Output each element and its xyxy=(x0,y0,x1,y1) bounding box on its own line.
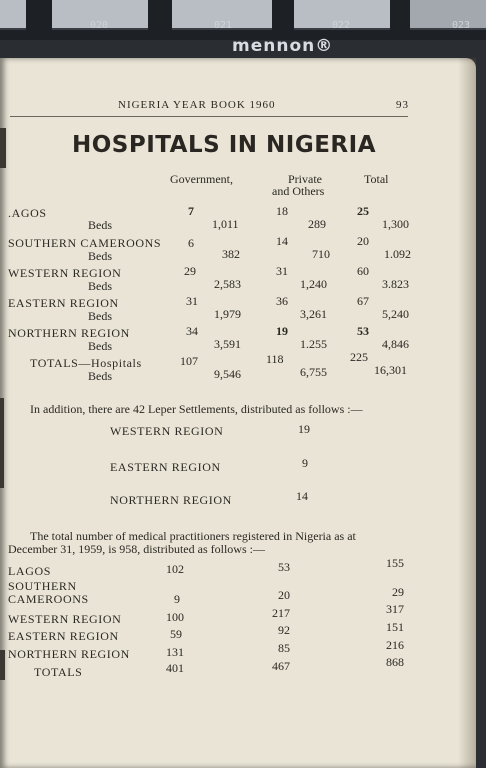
total-hospitals: 53 xyxy=(357,324,369,338)
private-hospitals: 19 xyxy=(276,324,288,338)
total-hospitals: 25 xyxy=(357,204,369,218)
gov-hospitals: 31 xyxy=(186,294,198,308)
film-frame xyxy=(0,0,26,30)
frame-number: 022 xyxy=(332,20,351,31)
practitioners-value-a: 102 xyxy=(166,562,184,576)
frame-number: 023 xyxy=(452,20,471,31)
gov-hospitals: 29 xyxy=(184,264,196,278)
beds-label: Beds xyxy=(88,218,112,232)
practitioners-value-a: 401 xyxy=(166,661,184,675)
region-label: NORTHERN REGION xyxy=(8,647,130,661)
total-beds: 3.823 xyxy=(382,277,409,291)
gov-hospitals: 107 xyxy=(180,354,198,368)
practitioners-value-b: 20 xyxy=(278,588,290,602)
gov-beds: 1,011 xyxy=(212,217,239,231)
frame-number: 020 xyxy=(90,20,109,31)
private-hospitals: 31 xyxy=(276,264,288,278)
total-hospitals: 225 xyxy=(350,350,368,364)
practitioners-value-c: 317 xyxy=(386,602,404,616)
private-hospitals: 118 xyxy=(266,352,284,366)
practitioners-intro: The total number of medical practitioners registered in Nigeria as at xyxy=(30,529,356,543)
header-rule xyxy=(10,116,408,117)
total-hospitals: 20 xyxy=(357,234,369,248)
gov-hospitals: 34 xyxy=(186,324,198,338)
practitioners-value-b: 53 xyxy=(278,560,290,574)
column-header-private: Private xyxy=(288,172,322,186)
private-hospitals: 18 xyxy=(276,204,288,218)
gov-hospitals: 6 xyxy=(188,236,194,250)
gov-beds: 2,583 xyxy=(214,277,241,291)
total-beds: 5,240 xyxy=(382,307,409,321)
practitioners-value-c: 868 xyxy=(386,655,404,669)
beds-label: Beds xyxy=(88,279,112,293)
practitioners-value-b: 467 xyxy=(272,659,290,673)
private-beds: 710 xyxy=(312,247,330,261)
practitioners-value-a: 131 xyxy=(166,645,184,659)
binding-mark xyxy=(0,650,5,680)
leper-count: 14 xyxy=(296,489,308,503)
region-label: EASTERN REGION xyxy=(8,629,119,643)
practitioners-value-a: 9 xyxy=(174,592,180,606)
leper-count: 19 xyxy=(298,422,310,436)
private-beds: 3,261 xyxy=(300,307,327,321)
binding-mark xyxy=(0,128,6,168)
region-label: .AGOS xyxy=(8,206,47,220)
frame-number: 021 xyxy=(214,20,233,31)
private-beds: 1.255 xyxy=(300,337,327,351)
total-beds: 4,846 xyxy=(382,337,409,351)
region-label: WESTERN REGION xyxy=(8,266,122,280)
region-label: EASTERN REGION xyxy=(8,296,119,310)
total-hospitals: 67 xyxy=(357,294,369,308)
page-title: HOSPITALS IN NIGERIA xyxy=(72,132,376,158)
binding-mark xyxy=(0,398,4,488)
beds-label: Beds xyxy=(88,309,112,323)
private-beds: 6,755 xyxy=(300,365,327,379)
leper-region: NORTHERN REGION xyxy=(110,493,232,507)
gov-hospitals: 7 xyxy=(188,204,194,218)
leper-intro: In addition, there are 42 Leper Settlements, distributed as follows :— xyxy=(30,402,363,416)
practitioners-value-c: 216 xyxy=(386,638,404,652)
private-hospitals: 36 xyxy=(276,294,288,308)
column-header-total: Total xyxy=(364,172,389,186)
practitioners-value-a: 59 xyxy=(170,627,182,641)
running-head: NIGERIA YEAR BOOK 1960 xyxy=(118,99,276,111)
practitioners-value-b: 85 xyxy=(278,641,290,655)
practitioners-value-c: 155 xyxy=(386,556,404,570)
book-page xyxy=(0,58,476,768)
totals-label: TOTALS xyxy=(34,665,83,679)
practitioners-value-a: 100 xyxy=(166,610,184,624)
leper-count: 9 xyxy=(302,456,308,470)
region-label: WESTERN REGION xyxy=(8,612,122,626)
page-number: 93 xyxy=(396,99,409,111)
region-label: LAGOS xyxy=(8,564,52,578)
totals-label: TOTALS—Hospitals xyxy=(30,356,142,370)
total-beds: 1,300 xyxy=(382,217,409,231)
column-header-government: Government, xyxy=(170,172,233,186)
total-beds: 16,301 xyxy=(374,363,407,377)
film-frame xyxy=(410,0,486,30)
practitioners-value-b: 217 xyxy=(272,606,290,620)
practitioners-value-c: 151 xyxy=(386,620,404,634)
private-hospitals: 14 xyxy=(276,234,288,248)
beds-label: Beds xyxy=(88,339,112,353)
gov-beds: 1,979 xyxy=(214,307,241,321)
practitioners-intro-cont: December 31, 1959, is 958, distributed as follows :— xyxy=(8,542,265,556)
private-beds: 289 xyxy=(308,217,326,231)
region-label: SOUTHERN CAMEROONS xyxy=(8,236,162,250)
private-beds: 1,240 xyxy=(300,277,327,291)
practitioners-value-c: 29 xyxy=(392,585,404,599)
beds-label: Beds xyxy=(88,249,112,263)
gov-beds: 3,591 xyxy=(214,337,241,351)
gov-beds: 382 xyxy=(222,247,240,261)
region-label: SOUTHERN CAMEROONS xyxy=(8,579,89,606)
total-beds: 1.092 xyxy=(384,247,411,261)
column-header-private-sub: and Others xyxy=(272,184,325,198)
total-hospitals: 60 xyxy=(357,264,369,278)
beds-label: Beds xyxy=(88,369,112,383)
region-label: NORTHERN REGION xyxy=(8,326,130,340)
practitioners-value-b: 92 xyxy=(278,623,290,637)
leper-region: WESTERN REGION xyxy=(110,424,224,438)
leper-region: EASTERN REGION xyxy=(110,460,221,474)
scanner-film-strip xyxy=(0,0,486,40)
gov-beds: 9,546 xyxy=(214,367,241,381)
scanner-brand-logo: mennon® xyxy=(232,36,334,56)
